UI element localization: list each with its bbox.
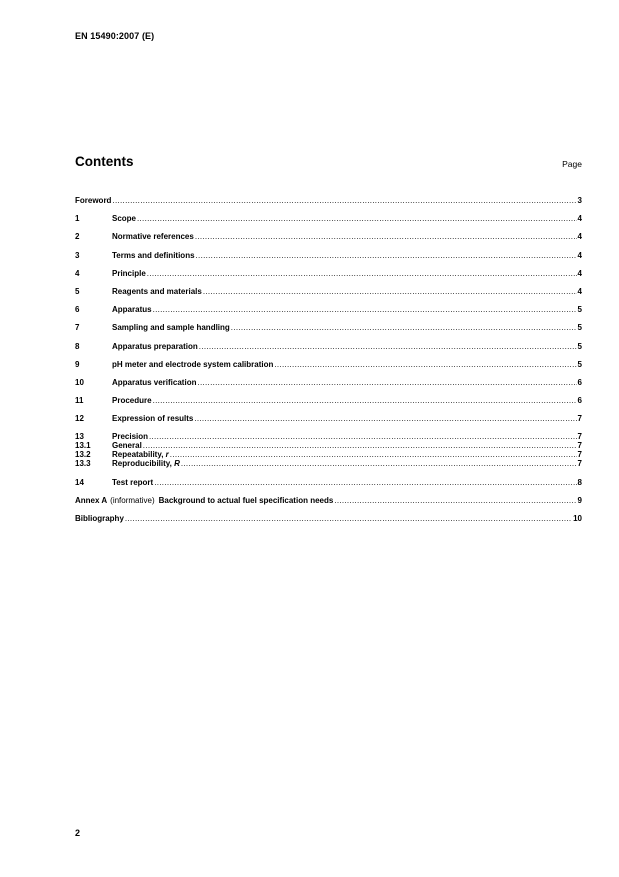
toc-entry-reproducibility[interactable]: [75, 459, 582, 468]
dot-leader: [231, 323, 577, 332]
table-of-contents: [75, 196, 582, 523]
dot-leader: [196, 251, 577, 260]
toc-entry-title: Normative references: [112, 232, 194, 242]
toc-entry-title: General: [112, 441, 142, 451]
toc-entry-title-text: Repeatability,: [112, 450, 166, 460]
toc-entry-number: 13.2: [75, 450, 91, 460]
toc-entry-title: pH meter and electrode system calibration: [112, 359, 274, 369]
toc-entry-number: 5: [75, 286, 80, 296]
toc-entry-page: 7: [577, 414, 582, 424]
toc-entry-reagents-and-materials[interactable]: [75, 287, 582, 296]
symbol-r: r: [165, 450, 169, 460]
toc-entry-page: 9: [577, 495, 582, 505]
toc-entry-repeatability[interactable]: [75, 450, 582, 459]
toc-entry-page: 10: [573, 514, 582, 523]
toc-entry-page: 8: [577, 477, 582, 487]
toc-entry-apparatus-preparation[interactable]: [75, 342, 582, 351]
toc-entry-number: 10: [75, 377, 84, 387]
toc-entry-title: Apparatus verification: [112, 377, 197, 387]
toc-entry-number: 8: [75, 341, 80, 351]
toc-entry-number: 1: [75, 214, 80, 224]
toc-entry-title-text: Reproducibility,: [112, 459, 175, 469]
toc-entry-page: 6: [577, 396, 582, 406]
toc-entry-page: 4: [577, 286, 582, 296]
toc-entry-page: 7: [577, 432, 582, 442]
toc-entry-precision[interactable]: [75, 432, 582, 441]
toc-entry-page: 4: [577, 250, 582, 260]
dot-leader: [137, 214, 577, 223]
toc-entry-page: 4: [577, 232, 582, 242]
dot-leader: [125, 514, 572, 523]
toc-entry-title: [112, 459, 180, 468]
toc-entry-ph-meter-calibration[interactable]: [75, 360, 582, 369]
dot-leader: [194, 414, 576, 423]
toc-entry-page: 3: [577, 196, 582, 205]
toc-entry-general[interactable]: [75, 441, 582, 450]
toc-entry-title: Expression of results: [112, 414, 194, 424]
toc-entry-sampling[interactable]: [75, 323, 582, 332]
contents-title: Contents: [75, 154, 134, 169]
toc-entry-title: Apparatus: [112, 305, 152, 315]
toc-entry-number: 13.1: [75, 441, 91, 451]
toc-entry-title: Apparatus preparation: [112, 341, 198, 351]
dot-leader: [181, 459, 577, 468]
toc-entry-scope[interactable]: [75, 214, 582, 223]
toc-entry-number: 12: [75, 414, 84, 424]
toc-entry-title: Principle: [112, 268, 146, 278]
toc-entry-number: 2: [75, 232, 80, 242]
dot-leader: [154, 478, 576, 487]
toc-entry-number: 3: [75, 250, 80, 260]
dot-leader: [149, 432, 577, 441]
toc-entry-apparatus[interactable]: [75, 305, 582, 314]
dot-leader: [334, 496, 576, 505]
toc-entry-page: 7: [577, 459, 582, 469]
toc-entry-terms-and-definitions[interactable]: [75, 251, 582, 260]
toc-entry-foreword[interactable]: [75, 196, 582, 205]
dot-leader: [112, 196, 576, 205]
toc-entry-page: 5: [577, 341, 582, 351]
toc-entry-bibliography[interactable]: [75, 514, 582, 523]
dot-leader: [147, 269, 577, 278]
toc-entry-page: 5: [577, 323, 582, 333]
dot-leader: [203, 287, 577, 296]
toc-entry-page: 5: [577, 305, 582, 315]
toc-entry-number: 13: [75, 432, 84, 442]
toc-entry-title: Test report: [112, 477, 154, 487]
toc-entry-title: Sampling and sample handling: [112, 323, 230, 333]
dot-leader: [153, 305, 577, 314]
toc-entry-title: Scope: [112, 214, 137, 224]
toc-entry-page: 4: [577, 214, 582, 224]
toc-entry-title: Foreword: [75, 196, 112, 205]
toc-entry-page: 5: [577, 359, 582, 369]
toc-entry-title: Precision: [112, 432, 149, 442]
toc-entry-principle[interactable]: [75, 269, 582, 278]
toc-entry-number: 14: [75, 477, 84, 487]
toc-entry-title: Bibliography: [75, 514, 124, 523]
dot-leader: [274, 360, 576, 369]
dot-leader: [199, 342, 577, 351]
annex-label: Annex A: [75, 495, 108, 505]
dot-leader: [195, 232, 577, 241]
dot-leader: [170, 450, 577, 459]
toc-entry-page: 4: [577, 268, 582, 278]
toc-entry-number: 7: [75, 323, 80, 333]
toc-entry-page: 7: [577, 450, 582, 460]
symbol-R: R: [174, 459, 180, 469]
toc-entry-title: [112, 450, 169, 459]
toc-entry-number: 9: [75, 359, 80, 369]
toc-entry-number: 13.3: [75, 459, 91, 469]
document-header: EN 15490:2007 (E): [75, 31, 155, 41]
dot-leader: [197, 378, 576, 387]
dot-leader: [143, 441, 577, 450]
toc-entry-apparatus-verification[interactable]: [75, 378, 582, 387]
toc-entry-annex-a[interactable]: [75, 496, 582, 505]
toc-entry-test-report[interactable]: [75, 478, 582, 487]
toc-entry-normative-references[interactable]: [75, 232, 582, 241]
toc-entry-title: Background to actual fuel specification needs: [158, 495, 334, 505]
page-number: 2: [75, 828, 81, 838]
dot-leader: [153, 396, 577, 405]
toc-entry-expression-of-results[interactable]: [75, 414, 582, 423]
toc-entry-title: Reagents and materials: [112, 286, 202, 296]
toc-entry-title: Procedure: [112, 396, 152, 406]
toc-entry-page: 7: [577, 441, 582, 451]
toc-entry-number: 6: [75, 305, 80, 315]
toc-entry-page: 6: [577, 377, 582, 387]
toc-entry-procedure[interactable]: [75, 396, 582, 405]
toc-entry-title: Terms and definitions: [112, 250, 195, 260]
annex-qualifier: (informative): [110, 495, 155, 505]
toc-entry-number: 11: [75, 396, 84, 406]
page-column-label: Page: [562, 159, 582, 169]
toc-entry-number: 4: [75, 268, 80, 278]
